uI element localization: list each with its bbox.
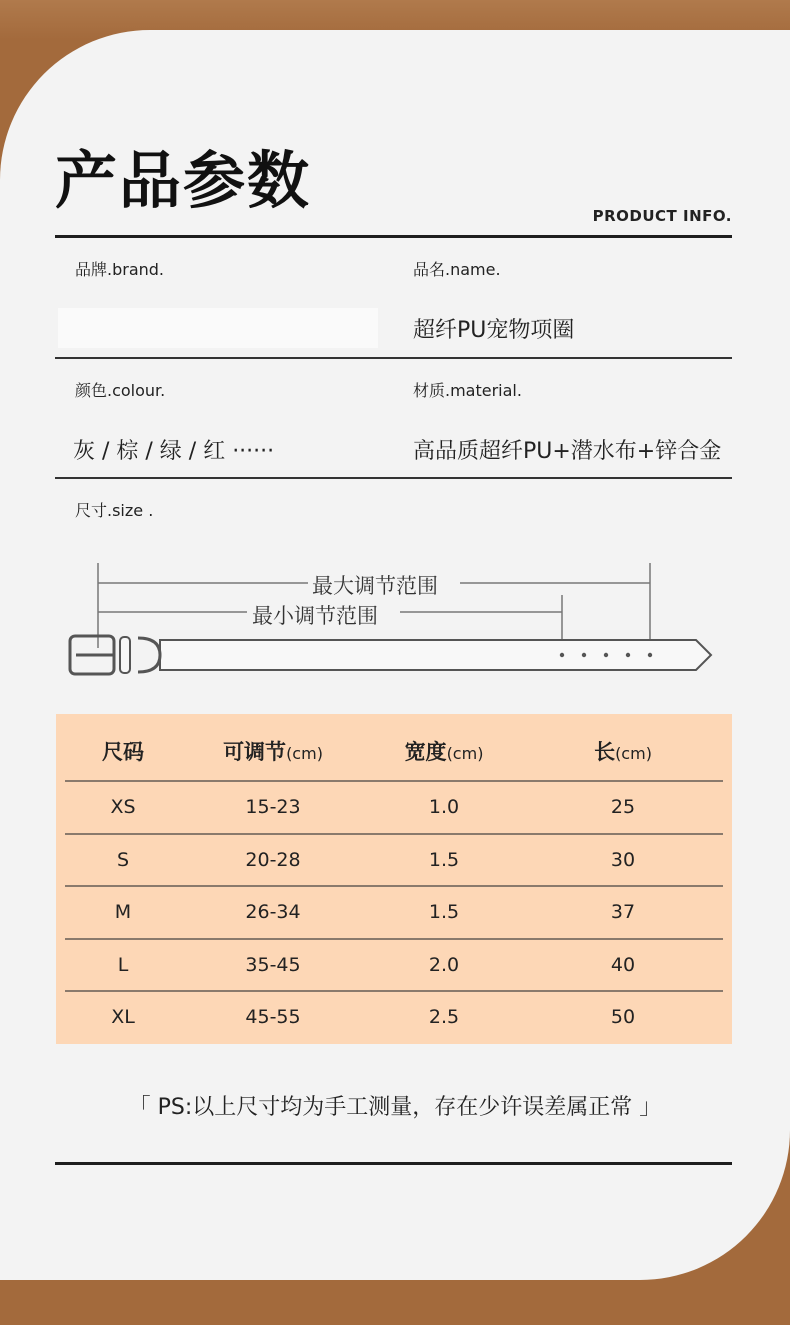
cell-adjustable: 15-23	[245, 796, 301, 818]
cell-length: 30	[610, 849, 636, 871]
col-header-length-unit: (cm)	[615, 744, 652, 763]
hole-3	[604, 653, 608, 657]
table-row	[56, 834, 732, 886]
hole-4	[626, 653, 630, 657]
brand-value-box	[58, 308, 378, 348]
cell-width: 1.5	[428, 901, 460, 923]
row-divider-2	[55, 477, 732, 479]
colour-label: 颜色.colour.	[75, 381, 166, 400]
name-value: 超纤PU宠物项圈	[413, 318, 575, 343]
hole-5	[648, 653, 652, 657]
hole-1	[560, 653, 564, 657]
cell-length: 40	[610, 954, 636, 976]
col-header-adjustable-unit: (cm)	[286, 744, 323, 763]
table-row	[56, 886, 732, 938]
footer-divider	[55, 1162, 732, 1165]
row-divider-1	[55, 357, 732, 359]
material-value: 高品质超纤PU+潜水布+锌合金	[413, 439, 722, 464]
col-header-length	[594, 736, 652, 766]
name-label: 品名.name.	[413, 260, 501, 279]
d-ring	[138, 638, 160, 672]
max-range-label: 最大调节范围	[312, 574, 438, 598]
cell-width: 1.0	[428, 796, 460, 818]
header-divider	[55, 235, 732, 238]
size-label: 尺寸.size .	[75, 501, 154, 520]
cell-width: 2.0	[428, 954, 460, 976]
table-row	[56, 939, 732, 991]
measurement-note: 「 PS:以上尺寸均为手工测量，存在少许误差属正常 」	[128, 1095, 662, 1120]
col-header-size	[102, 736, 144, 766]
table-header	[56, 714, 732, 781]
page-title: 产品参数	[55, 144, 312, 217]
size-table	[56, 714, 732, 1044]
col-header-size-text: 尺码	[102, 740, 144, 764]
material-label: 材质.material.	[413, 381, 522, 400]
cell-size: S	[116, 849, 130, 871]
col-header-width-text: 宽度	[404, 740, 447, 764]
cell-adjustable: 20-28	[245, 849, 301, 871]
cell-adjustable: 35-45	[245, 954, 301, 976]
cell-size: L	[117, 954, 129, 976]
cell-size: XL	[111, 1006, 135, 1028]
cell-size: M	[114, 901, 132, 923]
cell-adjustable: 26-34	[245, 901, 301, 923]
cell-size: XS	[110, 796, 136, 818]
min-range-label: 最小调节范围	[252, 604, 378, 628]
collar-size-diagram	[60, 560, 730, 690]
col-header-width	[405, 736, 484, 766]
table-row	[56, 991, 732, 1043]
brand-label: 品牌.brand.	[75, 260, 165, 279]
cell-length: 37	[610, 901, 636, 923]
cell-width: 2.5	[428, 1006, 460, 1028]
cell-adjustable: 45-55	[245, 1006, 301, 1028]
table-row	[56, 781, 732, 833]
cell-length: 50	[610, 1006, 636, 1028]
keeper-loop	[120, 637, 130, 673]
hole-2	[582, 653, 586, 657]
colour-value: 灰 / 棕 / 绿 / 红 ······	[73, 439, 275, 464]
col-header-width-unit: (cm)	[446, 744, 484, 763]
cell-length: 25	[610, 796, 636, 818]
col-header-adjustable	[223, 736, 323, 766]
cell-width: 1.5	[428, 849, 460, 871]
col-header-length-text: 长	[594, 740, 616, 764]
page-subtitle: PRODUCT INFO.	[592, 207, 732, 225]
col-header-adjustable-text: 可调节	[223, 740, 287, 764]
